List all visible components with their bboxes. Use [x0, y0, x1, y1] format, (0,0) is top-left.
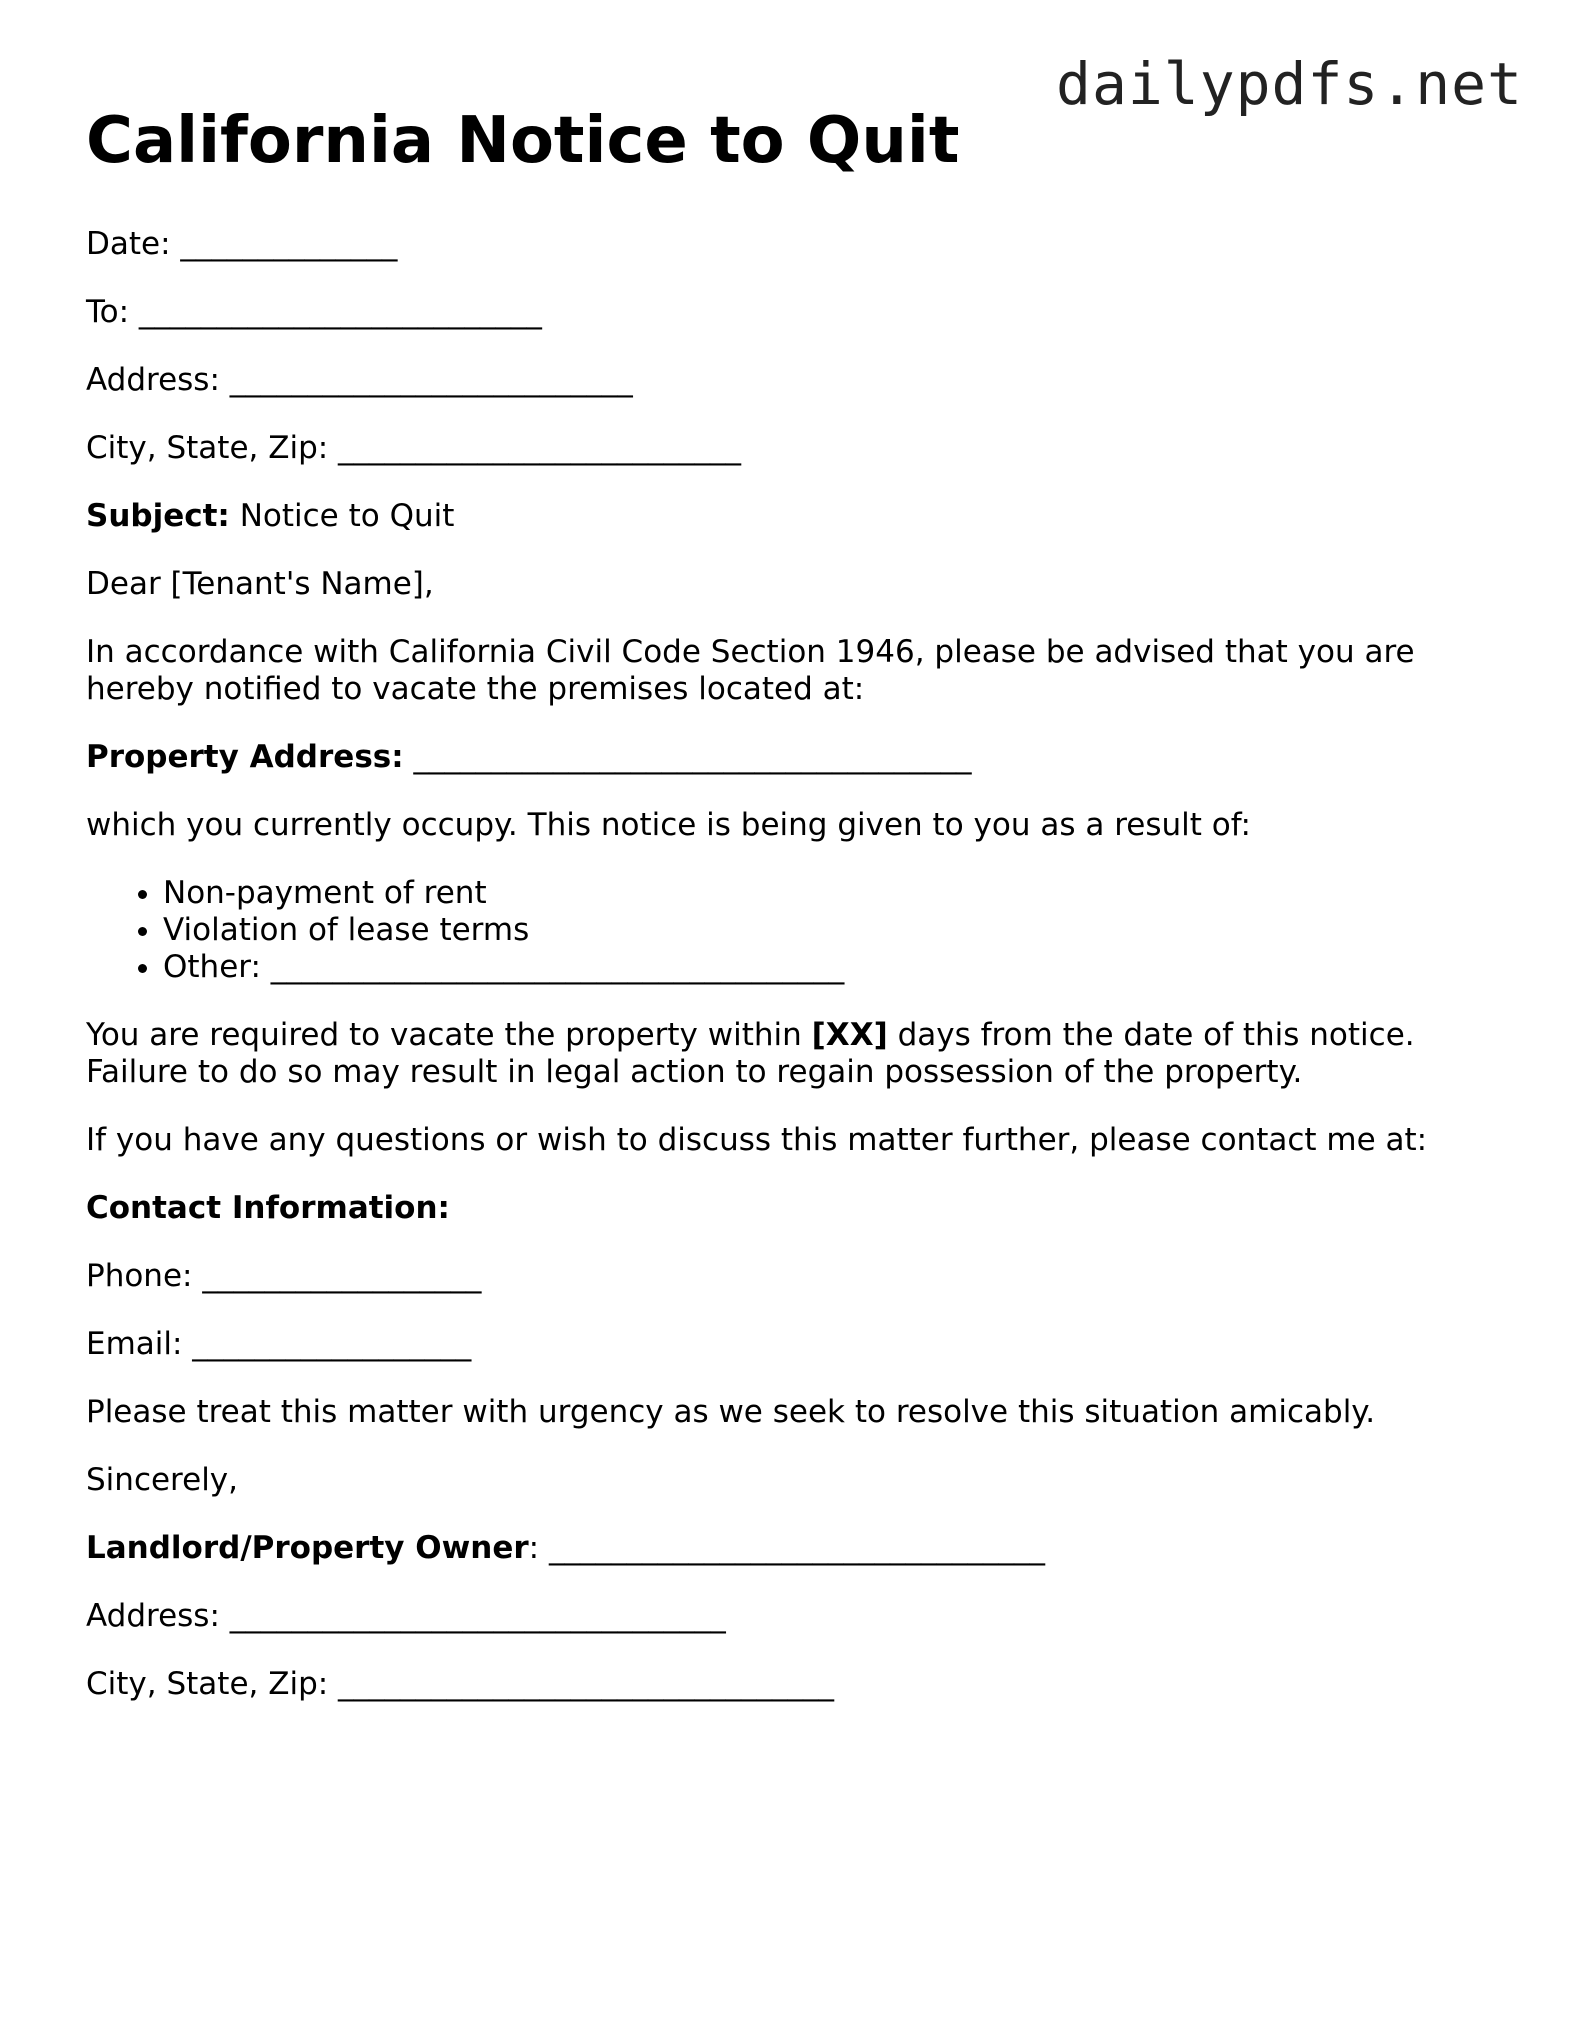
greeting: Dear [Tenant's Name],: [86, 566, 434, 602]
landlord-blank: : ________________________________: [528, 1530, 1045, 1566]
subject-label: Subject:: [86, 498, 230, 534]
closing-text: Please treat this matter with urgency as we seek to resolve this situation amicably.: [86, 1394, 1376, 1430]
reason-item-violation: • Violation of lease terms: [163, 912, 1486, 949]
page-title: California Notice to Quit: [86, 104, 960, 178]
subject-line: [86, 498, 1486, 535]
requirement-paragraph: [86, 1017, 1486, 1091]
notice-body: [86, 226, 1486, 1734]
landlord-line: [86, 1530, 1486, 1567]
to-field: To: __________________________: [86, 294, 542, 330]
watermark: dailypdfs.net: [1056, 50, 1523, 118]
property-address-line: [86, 739, 1486, 776]
requirement-days: [XX]: [811, 1017, 888, 1053]
reason-item-other: • Other: _____________________________________: [163, 949, 1486, 986]
questions-text: If you have any questions or wish to discuss this matter further, please contact me at:: [86, 1122, 1428, 1158]
requirement-text-after: days from the date of this notice. Failure to do so may result in legal action to regain possession of the property.: [86, 1017, 1415, 1090]
landlord-city-state-zip-field: City, State, Zip: ________________________________: [86, 1666, 835, 1702]
reasons-list: [86, 875, 1486, 986]
email-field: Email: __________________: [86, 1326, 472, 1362]
requirement-text-before: You are required to vacate the property within: [86, 1017, 812, 1053]
city-state-zip-field: City, State, Zip: __________________________: [86, 430, 742, 466]
occupancy-text: which you currently occupy. This notice is being given to you as a result of:: [86, 807, 1251, 843]
property-address-label: Property Address:: [86, 739, 404, 775]
landlord-label: Landlord/Property Owner: [86, 1530, 529, 1566]
signoff: Sincerely,: [86, 1462, 239, 1498]
contact-heading: Contact Information:: [86, 1190, 450, 1226]
reason-item-nonpayment: • Non-payment of rent: [163, 875, 1486, 912]
phone-field: Phone: __________________: [86, 1258, 482, 1294]
property-address-blank: ____________________________________: [403, 739, 972, 775]
address-field: Address: __________________________: [86, 362, 633, 398]
intro-paragraph: In accordance with California Civil Code Section 1946, please be advised that you are hereby notified to vacate the premises located at:: [86, 634, 1415, 707]
date-field: Date: ______________: [86, 226, 398, 262]
landlord-address-field: Address: ________________________________: [86, 1598, 726, 1634]
subject-value: Notice to Quit: [229, 498, 455, 534]
